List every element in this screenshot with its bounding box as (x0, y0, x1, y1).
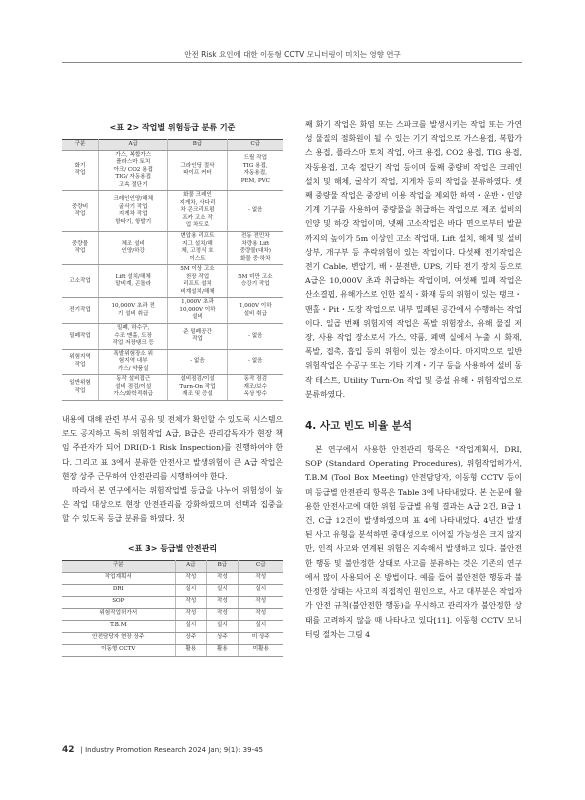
table-cell: T.B.M (62, 620, 175, 632)
table-cell: 상주 (175, 632, 207, 644)
table-cell: 작업계획서 (62, 572, 175, 584)
right-column (305, 118, 522, 642)
table-cell: 안전담당자 현장 상주 (62, 632, 175, 644)
table-cell: 상주 (207, 632, 239, 644)
right-intro-paragraph: 째 화기 작업은 화염 또는 스파크를 발생시키는 작업 또는 가연성 물질의 점화원이 될 수 있는 기기 작업으로 가스용접, 복합가스 용접, 플라스마 토치 작업, 아크 용접, CO2 용접, TIG 용접, 자동용접, 고속 절단기 작업 등이며 둘째 중량비 작업은 크레인 설치 및 해체, 굴삭기 작업, 지게차 등의 작업을 분류하였다. 셋째 중량물 작업은 중장비 이용 작업을 제외한 하역・운반・인양 기계 기구를 사용하여 중량물을 취급하는 작업으로 제조 설비의 인양 및 하강 작업이며, 넷째 고소작업은 바다 면으로부터 발끝까지의 높이가 5m 이상인 고소 작업대, Lift 설치, 해체 및 설비 상부, 개구부 등 추락위험이 있는 작업이다. 다섯째 전기작업은 전기 Cable, 변압기, 배・분전반, UPS, 기타 전기 장치 등으로 A급은 10,000V 초과 취급하는 작업이며, 여섯째 밀폐 작업은 산소결핍, 유해가스로 인한 질식・화재 등의 위험이 있는 탱크・맨홀・Pit・도장 작업으로 내부 밀폐된 공간에서 수행하는 작업이다. 일곱 번째 위험지역 작업은 폭발 위험장소, 유해 물질 저장, 사용 작업 장소로서 가스, 약품, 폐액 실에서 누출 시 화재, 폭발, 접촉, 흡입 등의 위험이 있는 장소이다. 마지막으로 일반 위험작업은 수공구 또는 기타 기계・기구 등을 사용하여 설비 동작 테스트, Utility Turn-On 작업 및 증설 유해・위험작업으로 분류하였다. (305, 120, 522, 399)
table-cell: 준 밀폐공간 작업 (168, 324, 227, 350)
table-row (62, 324, 283, 350)
table-cell: 작성 (207, 572, 239, 584)
table-row (62, 150, 283, 191)
table-row (62, 265, 283, 298)
running-header: 안전 Risk 요인에 대한 이동형 CCTV 모니터링이 미치는 영향 연구 (184, 50, 401, 59)
table-cell: 1,000V 초과 10,000V 이하 설비 (168, 298, 227, 324)
table-cell: 폭발위험장소 위 험지역 내부 가스/ 약품실 (99, 349, 168, 375)
table-row (62, 620, 283, 632)
table3-caption: <표 3> 등급별 안전관리 (127, 543, 218, 553)
table-cell: 미활용 (238, 644, 283, 656)
table-cell: 일반위험 작업 (62, 375, 99, 401)
table-cell: 작성 (238, 608, 283, 620)
table-row (62, 349, 283, 375)
table-cell: - 없음 (227, 324, 283, 350)
table3-col-header: 구분 (62, 560, 175, 572)
table-cell: 가스, 복합가스 플라스마 토치 아크/ CO2 용접 TIG/ 자동용접 고속 절단기 (99, 150, 168, 191)
table-cell: 고소작업 (62, 265, 99, 298)
header-rule (62, 62, 522, 63)
table2-col-header: A급 (99, 140, 168, 151)
table-cell: 작성 (175, 608, 207, 620)
table3-col-header: B급 (207, 560, 239, 572)
table-row (62, 596, 283, 608)
table-cell: 드릴 작업 TIG 용접, 자동용접, PEM, PVC (227, 150, 283, 191)
table-cell: 작성 (238, 596, 283, 608)
table-cell: 실시 (207, 620, 239, 632)
table-cell: - 없음 (168, 349, 227, 375)
table2-col-header: 구분 (62, 140, 99, 151)
table-cell: 실시 (175, 620, 207, 632)
table-row (62, 584, 283, 596)
table-cell: 위험작업허가서 (62, 608, 175, 620)
table-cell: 이동형 CCTV (62, 644, 175, 656)
table-cell: 전동 전민차 차량용 Lift 중량물(대차) 화물 중·하차 (227, 232, 283, 265)
section-paragraph: 본 연구에서 사용한 안전관리 항목은 "작업계획서, DRI, SOP (Standard Operating Procedures), 위험작업허가서, T.B.M (Tool Box Meeting) 안전담당자, 이동형 CCTV 등이며 등급별 안전관리 항목은 Table 3에 나타내었다. 본 논문에 활용한 안전사고에 대한 위험 등급별 유형 결과는 A급 2건, B급 1건, C급 12건이 발생하였으며 표 4에 나타내었다. 4년간 발생 된 사고 유형을 분석하면 중대성으로 이어질 가능성은 크지 않지만, 인적 사고와 연계된 위험은 지속해서 발생하고 있다. 불안전한 행동 및 불안정한 상태로 사고를 분류하는 것은 기존의 연구에서 많이 사용되어 온 방법이다. 예를 들어 불안전한 행동과 불안정한 상태는 사고의 직접적인 원인으로, 사고 대부분은 작업자가 안전 규칙(불안전한 행동)을 무시하고 관리자가 불안정한 상태를 고려하지 않을 때 나타나고 있다[11]. 이동형 CCTV 모니터링 절차는 그림 4 (305, 445, 522, 639)
left-paragraph-2: 따라서 본 연구에서는 위험작업별 등급을 나누어 위험성이 높은 작업 대상으로 현장 안전관리를 강화하였으며 선택과 집중을 할 수 있도록 등급 분류를 하였다. 첫 (62, 485, 283, 524)
table-cell: 크레인인양/해체 굴삭기 작업 지게차 작업 항타기, 항발기 (99, 191, 168, 232)
page-number: 42 (62, 745, 75, 755)
table-cell: 전기작업 (62, 298, 99, 324)
table-row (62, 298, 283, 324)
table-cell: 작성 (207, 608, 239, 620)
table-cell: SOP (62, 596, 175, 608)
table-cell: 작성 (238, 572, 283, 584)
table2 (62, 139, 283, 401)
table-row (62, 632, 283, 644)
table2-caption: <표 2> 작업별 위험등급 분류 기준 (109, 123, 236, 132)
table3 (62, 560, 283, 657)
table-cell: 화물 크레인 지게차, 사다리 차 콘크리트펌 프카 고소 작 업 차도로 (168, 191, 227, 232)
table-cell: 실시 (238, 584, 283, 596)
table3-col-header: A급 (175, 560, 207, 572)
table-cell: 10,000V 초과 전 기 설비 취급 (99, 298, 168, 324)
table-cell: 작성 (175, 572, 207, 584)
table-cell: 밀폐, 하수구, 수조 맨홀, 도장 작업 저장탱크 등 (99, 324, 168, 350)
table-cell: 활용 (175, 644, 207, 656)
section-heading: 4. 사고 빈도 비율 분석 (305, 420, 413, 433)
table-row (62, 232, 283, 265)
table-row (62, 191, 283, 232)
journal-info: | Industry Promotion Research 2024 Jan; 9(1): 39-45 (80, 746, 264, 754)
table-cell: 5M 이상 고소 천장 작업 리프트 설치 비계설치/해체 (168, 265, 227, 298)
left-paragraph-1: 내용에 대해 관련 부서 공유 및 전체가 확인할 수 있도록 시스템으로도 공지하고 특히 위험작업 A급, B급은 관리감독자가 현장 책임 주관자가 되어 DRI(D-1 Risk Inspection)를 진행하여야 한다. 그리고 표 3에서 분류한 안전사고 발생위험이 큰 A급 작업은 현장 상주 근무하여 안전관리를 시행하여야 한다. (62, 414, 283, 481)
table-cell: 설비점검/이설 Turn-On 작업 재조 및 증설 (168, 375, 227, 401)
table-cell: 밀폐작업 (62, 324, 99, 350)
table-cell: 5M 미만 고소 승강기 작업 (227, 265, 283, 298)
table-cell: 변압용 리프트 지그 설치/해 체, 고정식 호 이스트 (168, 232, 227, 265)
table-row (62, 644, 283, 656)
table-cell: 실시 (238, 620, 283, 632)
page-footer (62, 745, 263, 755)
table-cell: 활용 (207, 644, 239, 656)
table-cell: 미 상주 (238, 632, 283, 644)
table-cell: 실시 (207, 584, 239, 596)
table-row (62, 608, 283, 620)
table-cell: 작성 (207, 596, 239, 608)
table2-col-header: C급 (227, 140, 283, 151)
table-cell: 위험지역 작업 (62, 349, 99, 375)
table-cell: - 없음 (227, 191, 283, 232)
table-cell: 중량물 작업 (62, 232, 99, 265)
table-cell: 체조 설비 인양/하강 (99, 232, 168, 265)
table-cell: - 없음 (227, 349, 283, 375)
table-cell: 실시 (175, 584, 207, 596)
table-cell: 그라인딩 절삭 파이프 커터 (168, 150, 227, 191)
table-row (62, 572, 283, 584)
table-cell: 작성 (175, 596, 207, 608)
table-cell: DRI (62, 584, 175, 596)
table-row (62, 375, 283, 401)
table-cell: 동작 점검 재조/보수 옥상 방수 (227, 375, 283, 401)
table-cell: 동작 설비접근 설비 점검/이설 가스/화학적취급 (99, 375, 168, 401)
table3-col-header: C급 (238, 560, 283, 572)
table-cell: 1,000V 이하 설비 취급 (227, 298, 283, 324)
table2-col-header: B급 (168, 140, 227, 151)
left-column (62, 118, 283, 657)
table-cell: 화기 작업 (62, 150, 99, 191)
table-cell: Lift 설치/해체 말비계, 곤돌라 (99, 265, 168, 298)
table-cell: 중량비 작업 (62, 191, 99, 232)
